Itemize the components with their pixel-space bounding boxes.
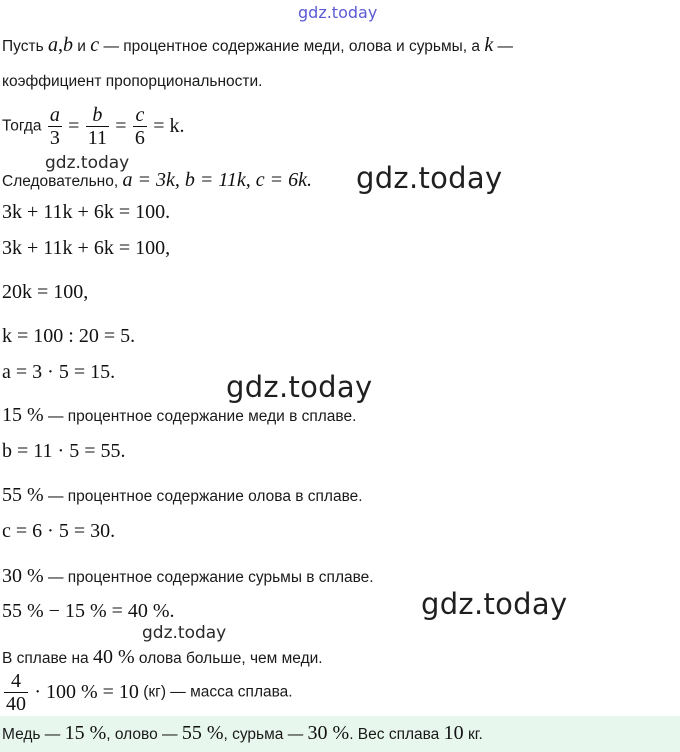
and-word: и — [77, 38, 86, 55]
then-label: Тогда — [2, 117, 42, 135]
fraction-4-40 — [4, 670, 28, 715]
intro-line — [2, 34, 513, 57]
difference-line — [2, 646, 323, 669]
answer-tin-label: , олово — — [106, 726, 178, 743]
mass-line — [2, 670, 293, 715]
watermark-4: gdz.today — [421, 587, 568, 621]
ratio-line — [2, 104, 184, 149]
antimony-line — [2, 565, 374, 588]
equation-c: c = 6 · 5 = 30. — [2, 520, 116, 542]
answer-weight-label: . Вес сплава — [349, 726, 440, 743]
var-k: k — [484, 34, 494, 56]
watermark-5: gdz.today — [142, 623, 227, 643]
watermark-top: gdz.today — [298, 3, 378, 22]
answer-copper-value: 15 % — [64, 722, 107, 744]
fraction-numerator: b — [92, 104, 103, 126]
consequence-math: a = 3k, b = 11k, c = 6k. — [122, 169, 312, 191]
intro-rest: — процентное содержание меди, олова и сурьмы, а — [103, 38, 480, 55]
copper-percent: 15 % — [2, 404, 44, 426]
var-a: a — [47, 34, 58, 56]
answer-weight-value: 10 — [443, 722, 464, 744]
answer-tin-value: 55 % — [181, 722, 224, 744]
answer-unit: кг. — [467, 726, 483, 743]
antimony-text: — процентное содержание сурьмы в сплаве. — [47, 569, 374, 586]
fraction-denominator: 11 — [87, 127, 107, 149]
mass-text: (кг) — масса сплава. — [143, 683, 293, 701]
answer-line — [2, 722, 483, 745]
tin-percent: 55 % — [2, 484, 44, 506]
tin-text: — процентное содержание олова в сплаве. — [47, 488, 363, 505]
consequence-line — [2, 169, 312, 192]
fraction-denominator: 6 — [134, 127, 145, 149]
var-c: c — [90, 34, 100, 56]
fraction-a-3 — [48, 104, 62, 149]
intro-start: Пусть — [2, 38, 44, 55]
fraction-denominator: 3 — [49, 127, 60, 149]
answer-antimony-label: , сурьма — — [223, 726, 304, 743]
equation-k: k = 100 : 20 = 5. — [2, 325, 136, 347]
intro-dash: — — [497, 38, 514, 55]
fraction-denominator: 40 — [6, 693, 26, 715]
equals-sign: = — [115, 115, 127, 137]
mass-math: · 100 % = 10 — [34, 681, 139, 703]
copper-text: — процентное содержание меди в сплаве. — [47, 408, 357, 425]
watermark-2: gdz.today — [356, 161, 503, 195]
fraction-numerator: c — [135, 104, 145, 126]
equation-b: b = 11 · 5 = 55. — [2, 440, 126, 462]
fraction-b-11 — [86, 104, 109, 149]
fraction-numerator: 4 — [11, 670, 21, 692]
difference-percent: 40 % — [92, 646, 135, 668]
comma: , — [57, 34, 63, 56]
answer-antimony-value: 30 % — [307, 722, 350, 744]
copper-line — [2, 404, 356, 427]
var-b: b — [62, 34, 73, 56]
fraction-numerator: a — [49, 104, 60, 126]
antimony-percent: 30 % — [2, 565, 44, 587]
tin-line — [2, 484, 363, 507]
equation-sum-2: 3k + 11k + 6k = 100, — [2, 237, 171, 259]
difference-end: олова больше, чем меди. — [138, 650, 323, 667]
difference-start: В сплаве на — [2, 650, 89, 667]
equation-a: a = 3 · 5 = 15. — [2, 361, 116, 383]
equation-difference: 55 % − 15 % = 40 %. — [2, 600, 175, 622]
watermark-3: gdz.today — [226, 370, 373, 404]
coefficient-line: коэффициент пропорциональности. — [2, 73, 263, 90]
answer-copper-label: Медь — — [2, 726, 61, 743]
fraction-c-6 — [133, 104, 147, 149]
equation-20k: 20k = 100, — [2, 281, 89, 303]
equals-k: = k. — [153, 115, 185, 137]
consequence-label: Следовательно, — [2, 173, 119, 190]
equals-sign: = — [68, 115, 80, 137]
watermark-1: gdz.today — [45, 153, 130, 173]
equation-sum-1: 3k + 11k + 6k = 100. — [2, 201, 171, 223]
